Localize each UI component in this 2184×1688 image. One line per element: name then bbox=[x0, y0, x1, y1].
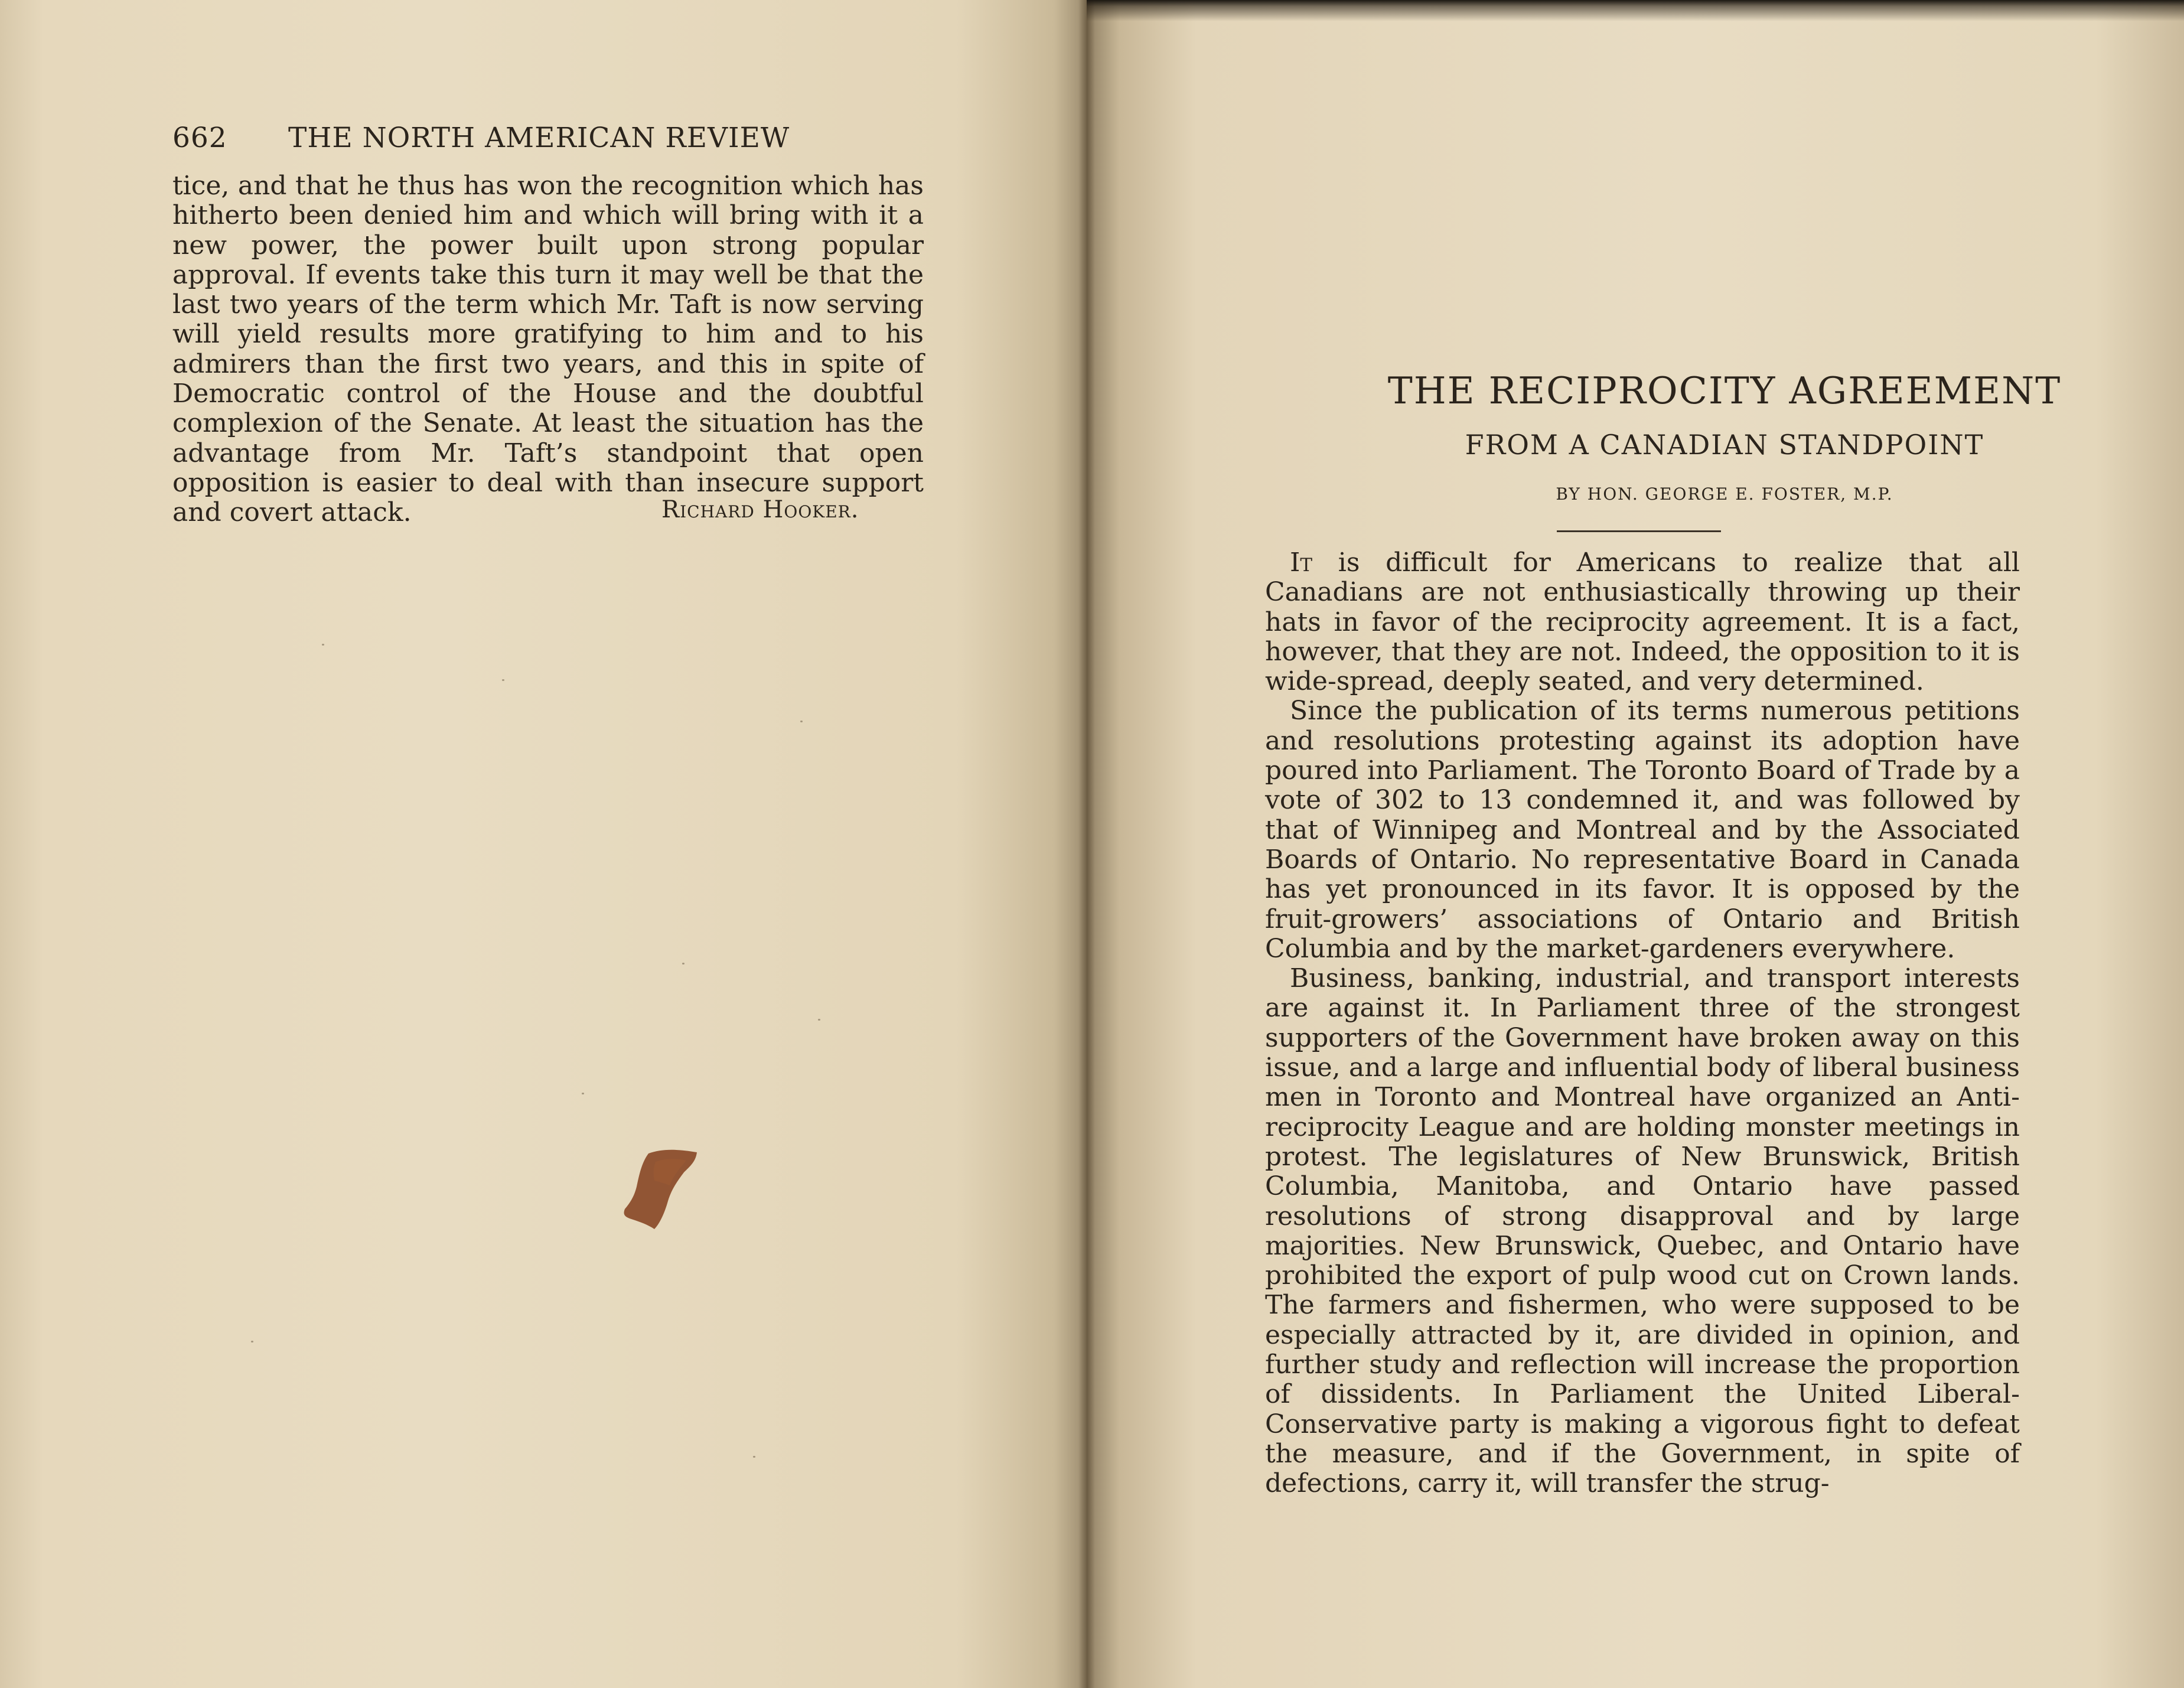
left-body-text bbox=[172, 171, 924, 528]
paragraph bbox=[1265, 548, 2020, 696]
title-rule bbox=[1557, 530, 1721, 532]
paragraph-text: is difficult for Americans to realize that all Canadians are not enthusiastically throwing up their hats in favor of the reciprocity agreement. It is a fact, however, that they are not. Indeed, the opposition to it is wide-spread, deeply seated, and very determined. bbox=[1265, 548, 2020, 697]
drop-word: It bbox=[1290, 548, 1313, 578]
right-body-text bbox=[1265, 548, 2020, 1499]
paragraph: Business, banking, industrial, and transport interests are against it. In Parliament three of the strongest supporters of the Government have broken away on this issue, and a large and influential body of liberal business men in Toronto and Montreal have organized an Anti-reciprocity League and are holding monster meetings in protest. The legislatures of New Brunswick, British Columbia, Manitoba, and Ontario have passed resolutions of strong disapproval and by large majorities. New Brunswick, Quebec, and Ontario have prohibited the export of pulp wood cut on Crown lands. The farmers and fishermen, who were supposed to be especially attracted by it, are divided in opinion, and further study and reflection will increase the proportion of dissidents. In Parliament the United Liberal-Conservative party is making a vigorous fight to defeat the measure, and if the Government, in spite of defections, carry it, will transfer the strug- bbox=[1265, 963, 2020, 1499]
article-subtitle: FROM A CANADIAN STANDPOINT bbox=[1465, 429, 1984, 461]
left-page bbox=[0, 0, 1087, 1688]
paper-speck bbox=[682, 963, 684, 964]
running-head bbox=[172, 122, 790, 154]
ink-stain-mark bbox=[620, 1149, 700, 1231]
paragraph: Since the publication of its terms numerous petitions and resolutions protesting against its adoption have poured into Parliament. The Toronto Board of Trade by a vote of 302 to 13 condemned it, and was followed by that of Winnipeg and Montreal and by the Associated Boards of Ontario. No representative Board in Canada has yet pronounced in its favor. It is opposed by the fruit-growers’ associations of Ontario and British Columbia and by the market-gardeners everywhere. bbox=[1265, 696, 2020, 964]
paper-speck bbox=[582, 1093, 584, 1094]
book-gutter bbox=[1078, 0, 1095, 1688]
paper-speck bbox=[502, 679, 504, 681]
article-byline: BY HON. GEORGE E. FOSTER, M.P. bbox=[1556, 484, 1893, 504]
paragraph: tice, and that he thus has won the recognition which has hitherto been denied him and which will bring with it a new power, the power built upon strong popular approval. If events take this turn it may well be that the last two years of the term which Mr. Taft is now serving will yield results more gratifying to him and to his admirers than the first two years, and this in spite of Democratic control of the House and the doubtful complexion of the Senate. At least the situation has the advantage from Mr. Taft’s standpoint that open opposition is easier to deal with than insecure support and covert attack. bbox=[172, 171, 924, 528]
page-number: 662 bbox=[172, 122, 227, 154]
paper-speck bbox=[753, 1456, 755, 1458]
page-edge-shadow bbox=[1087, 0, 2184, 21]
author-signature: Richard Hooker. bbox=[661, 496, 859, 523]
paper-speck bbox=[251, 1341, 253, 1342]
journal-title: THE NORTH AMERICAN REVIEW bbox=[288, 122, 790, 154]
article-title: THE RECIPROCITY AGREEMENT bbox=[1387, 369, 2062, 412]
paper-speck bbox=[800, 721, 803, 722]
paper-speck bbox=[818, 1019, 820, 1021]
paper-speck bbox=[322, 644, 324, 646]
